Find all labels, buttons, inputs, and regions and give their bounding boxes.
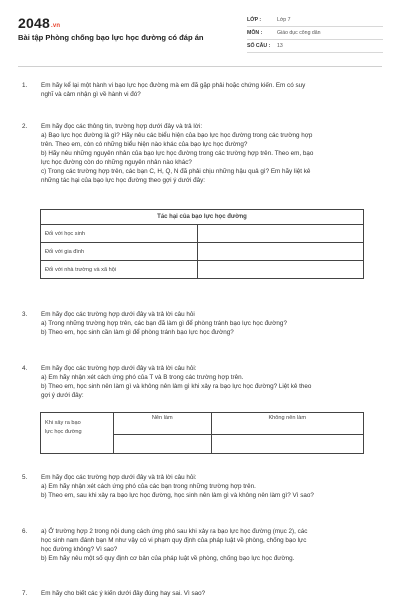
meta-label: MÔN : bbox=[247, 30, 263, 36]
col-header-should: Nên làm bbox=[114, 413, 212, 435]
question-text: học đường không? Vì sao? bbox=[41, 546, 118, 553]
answer-cell[interactable] bbox=[198, 261, 364, 279]
meta-label: SỐ CÂU : bbox=[247, 43, 271, 49]
table-row bbox=[41, 413, 364, 435]
question-4 bbox=[22, 364, 384, 400]
answer-cell[interactable] bbox=[198, 243, 364, 261]
question-text: Em hãy đọc các trường hợp dưới đây và trả lời câu hỏi: bbox=[41, 474, 197, 481]
page-header bbox=[0, 0, 400, 64]
question-text: b) Hãy nêu những nguyên nhân của bạo lực học đường trong các trường hợp trên. Theo em, bạo bbox=[41, 150, 314, 157]
answer-cell[interactable] bbox=[198, 225, 364, 243]
do-dont-table bbox=[40, 412, 364, 454]
meta-question-count bbox=[247, 40, 383, 53]
meta-value: Giáo dục công dân bbox=[277, 30, 321, 36]
meta-subject bbox=[247, 27, 383, 40]
answer-cell[interactable] bbox=[211, 435, 363, 454]
row-label: Đối với học sinh bbox=[41, 225, 198, 243]
question-text: Em hãy cho biết các ý kiến dưới đây đúng hay sai. Vì sao? bbox=[41, 590, 206, 597]
question-text: b) Theo em, học sinh nên làm gì và không nên làm gì khi xảy ra bạo lực học đường? Liệt kê theo bbox=[41, 383, 312, 390]
question-text: b) Theo em, học sinh cần làm gì để phòng tránh bạo lực học đường? bbox=[41, 329, 234, 336]
question-number: 7. bbox=[22, 590, 28, 597]
meta-value: 13 bbox=[277, 43, 283, 49]
row-label: Đối với gia đình bbox=[41, 243, 198, 261]
document-title: Bài tập Phòng chống bạo lực học đường có đáp án bbox=[18, 33, 204, 42]
question-text: a) Em hãy nhận xét cách ứng phó của các bạn trong những trường hợp trên. bbox=[41, 483, 256, 490]
row-header: Khi xảy ra bạo lực học đường bbox=[41, 413, 114, 454]
question-text: gợi ý dưới đây: bbox=[41, 392, 84, 399]
table-row bbox=[41, 225, 364, 243]
question-number: 3. bbox=[22, 311, 28, 318]
question-7 bbox=[22, 589, 384, 598]
document-meta bbox=[247, 14, 383, 53]
question-number: 4. bbox=[22, 365, 28, 372]
question-6 bbox=[22, 527, 384, 563]
question-text: Em hãy kể lại một hành vi bạo lực học đường mà em đã gặp phải hoặc chứng kiến. Em có suy bbox=[41, 82, 306, 89]
row-label: Đối với nhà trường và xã hội bbox=[41, 261, 198, 279]
question-text: lực học đường còn do những nguyên nhân nào khác? bbox=[41, 159, 192, 166]
question-1 bbox=[22, 81, 384, 99]
meta-label: LỚP : bbox=[247, 17, 262, 23]
harms-table bbox=[40, 209, 364, 279]
question-text: c) Trong các trường hợp trên, các bạn C, H, Q, N đã phải chịu những hậu quả gì? Em hãy liệt kê bbox=[41, 168, 311, 175]
question-2 bbox=[22, 122, 384, 185]
question-number: 1. bbox=[22, 82, 28, 89]
question-text: b) Em hãy nêu một số quy định cơ bản của pháp luật về phòng, chống bạo lực học đường. bbox=[41, 555, 295, 562]
question-text: a) Em hãy nhận xét cách ứng phó của T và B trong các trường hợp trên. bbox=[41, 374, 244, 381]
meta-value: Lớp 7 bbox=[277, 17, 291, 23]
question-text: Em hãy đọc các trường hợp dưới đây và trả lời câu hỏi bbox=[41, 311, 195, 318]
question-text: a) Trong những trường hợp trên, các bạn đã làm gì để phòng tránh bạo lực học đường? bbox=[41, 320, 287, 327]
question-text: a) Ở trường hợp 2 trong nội dung cách ứng phó sau khi xảy ra bạo lực học đường (mục 2), các bbox=[41, 528, 308, 535]
col-header-should-not: Không nên làm bbox=[211, 413, 363, 435]
answer-cell[interactable] bbox=[114, 435, 212, 454]
question-text: Em hãy đọc các thông tin, trường hợp dưới đây và trả lời: bbox=[41, 123, 203, 130]
question-text: a) Bạo lực học đường là gì? Hãy nêu các biểu hiện của bạo lực học đường trong các trường hợp bbox=[41, 132, 313, 139]
question-number: 6. bbox=[22, 528, 28, 535]
question-3 bbox=[22, 310, 384, 337]
question-text: những tác hại của bạo lực học đường theo gợi ý dưới đây: bbox=[41, 177, 206, 184]
question-number: 5. bbox=[22, 474, 28, 481]
table-row bbox=[41, 243, 364, 261]
question-text: b) Theo em, sau khi xảy ra bạo lực học đường, học sinh nên làm gì và không nên làm gì? Vì sao? bbox=[41, 492, 314, 499]
harms-table-header: Tác hại của bạo lực học đường bbox=[41, 210, 364, 225]
question-text: Em hãy đọc các trường hợp dưới đây và trả lời câu hỏi: bbox=[41, 365, 197, 372]
table-row bbox=[41, 261, 364, 279]
header-divider bbox=[18, 66, 382, 67]
question-text: học sinh nam đánh bạn M như vậy có vi phạm quy định của pháp luật về phòng, chống bạo lực bbox=[41, 537, 307, 544]
question-text: nghĩ và cảm nhận gì về hành vi đó? bbox=[41, 91, 141, 98]
question-text: trên. Theo em, còn có những biểu hiện nào khác của bạo lực học đường? bbox=[41, 141, 248, 148]
question-5 bbox=[22, 473, 384, 500]
meta-grade bbox=[247, 14, 383, 27]
question-number: 2. bbox=[22, 123, 28, 130]
site-logo[interactable]: 2048.vn bbox=[18, 15, 61, 31]
